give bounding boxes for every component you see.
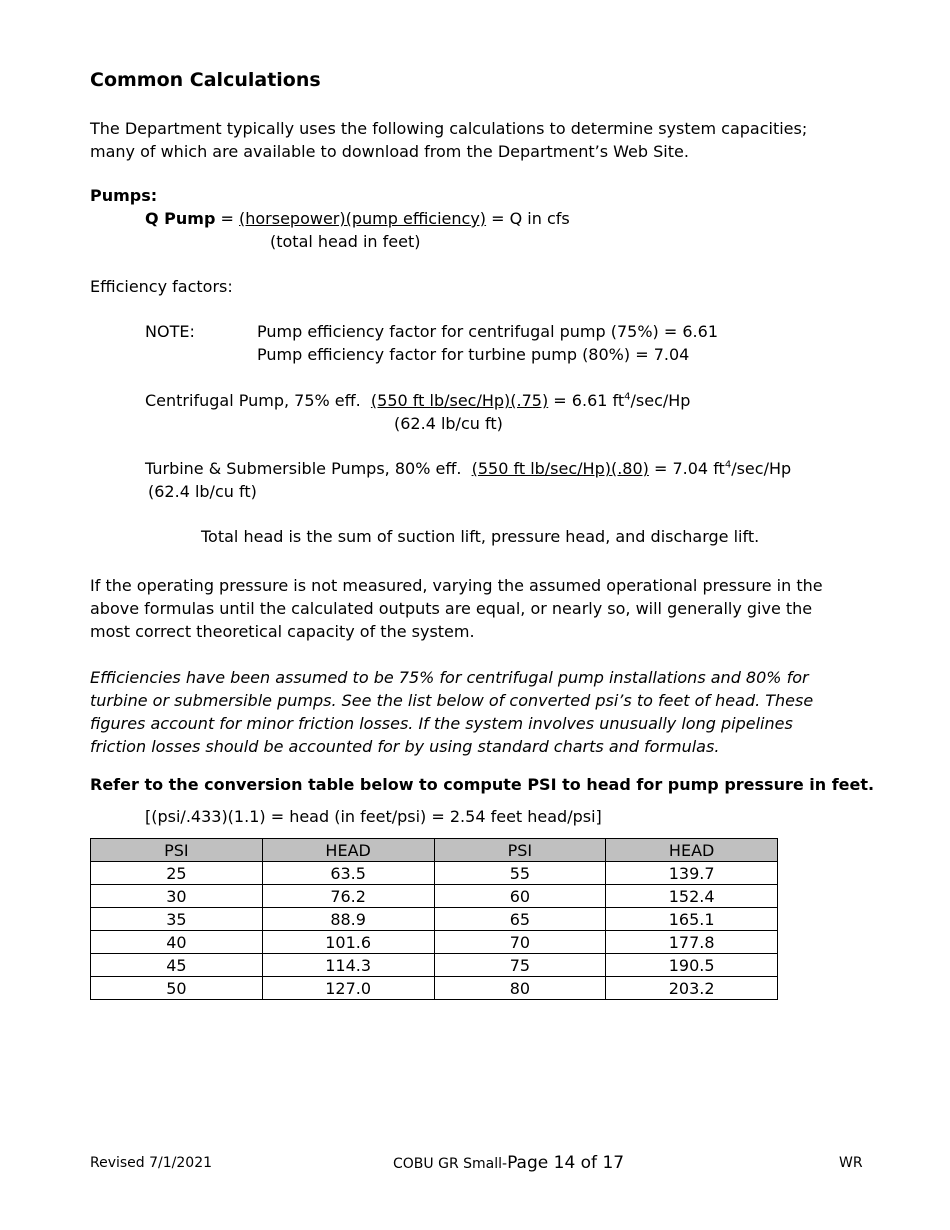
qpump-label: Q Pump [145,209,216,228]
qpump-result: = Q in cfs [486,209,570,228]
qpump-numerator: (horsepower)(pump efficiency) [239,209,487,228]
qpump-formula [145,211,570,227]
conversion-instruction: Refer to the conversion table below to compute PSI to head for pump pressure in feet. [90,775,875,794]
table-cell: 40 [91,931,263,954]
table-cell: 60 [434,885,606,908]
table-cell: 80 [434,977,606,1000]
table-cell: 25 [91,862,263,885]
table-header: HEAD [606,839,778,862]
turbine-numerator: (550 ft lb/sec/Hp)(.80) [471,459,649,478]
page-title: Common Calculations [90,69,321,91]
table-cell: 75 [434,954,606,977]
table-cell: 152.4 [606,885,778,908]
turbine-result-unit: /sec/Hp [731,459,792,478]
table-row [91,885,778,908]
table-row [91,954,778,977]
turbine-exponent: 4 [724,459,732,471]
pumps-label: Pumps: [90,186,158,205]
footer-page-info [393,1153,624,1173]
table-cell: 139.7 [606,862,778,885]
conversion-formula: [(psi/.433)(1.1) = head (in feet/psi) = 2.54 feet head/psi] [145,807,602,826]
centrifugal-denominator: (62.4 lb/cu ft) [394,414,503,433]
turbine-prefix: Turbine & Submersible Pumps, 80% eff. [145,459,462,478]
psi-head-conversion-table [90,838,778,1000]
table-cell: 63.5 [262,862,434,885]
table-cell: 177.8 [606,931,778,954]
table-cell: 70 [434,931,606,954]
efficiency-assumption-paragraph: Efficiencies have been assumed to be 75% for centrifugal pump installations and 80% for turbine or submersible pumps. See the list below of converted psi’s to feet of head. These figures account for minor friction losses. If the system involves unusually long pipelines friction losses should be accounted for by using standard charts and formulas. [90,668,814,756]
centrifugal-result-unit: /sec/Hp [630,391,691,410]
operating-pressure-paragraph: If the operating pressure is not measured, varying the assumed operational pressure in the above formulas until the calculated outputs are equal, or nearly so, will generally give the most correct theoretical capacity of the system. [90,576,823,641]
turbine-formula [145,461,791,477]
table-cell: 76.2 [262,885,434,908]
table-cell: 65 [434,908,606,931]
footer-initials: WR [839,1155,863,1171]
centrifugal-numerator: (550 ft lb/sec/Hp)(.75) [370,391,549,410]
table-cell: 88.9 [262,908,434,931]
table-row [91,862,778,885]
centrifugal-prefix: Centrifugal Pump, 75% eff. [145,391,361,410]
centrifugal-exponent: 4 [624,391,631,403]
footer-revised-date: Revised 7/1/2021 [90,1155,213,1171]
table-cell: 127.0 [262,977,434,1000]
note-line-1: Pump efficiency factor for centrifugal pump (75%) = 6.61 [257,322,718,341]
table-header: HEAD [262,839,434,862]
table-cell: 55 [434,862,606,885]
turbine-denominator: (62.4 lb/cu ft) [148,482,257,501]
efficiency-label: Efficiency factors: [90,277,233,296]
table-row [91,977,778,1000]
table-row [91,908,778,931]
note-line-2: Pump efficiency factor for turbine pump (80%) = 7.04 [257,345,690,364]
table-cell: 165.1 [606,908,778,931]
table-header: PSI [434,839,606,862]
table-cell: 30 [91,885,263,908]
table-header-row [91,839,778,862]
footer-page-number: Page 14 of 17 [507,1153,625,1173]
table-cell: 101.6 [262,931,434,954]
table-cell: 190.5 [606,954,778,977]
intro-paragraph: The Department typically uses the following calculations to determine system capacities; many of which are available to download from the Department’s Web Site. [90,119,808,161]
table-cell: 35 [91,908,263,931]
turbine-result: = 7.04 ft [648,459,725,478]
table-cell: 114.3 [262,954,434,977]
table-header: PSI [91,839,263,862]
centrifugal-formula [145,393,690,409]
qpump-eq: = [215,209,239,228]
table-cell: 203.2 [606,977,778,1000]
note-label: NOTE: [145,322,195,341]
centrifugal-result: = 6.61 ft [548,391,625,410]
total-head-note: Total head is the sum of suction lift, pressure head, and discharge lift. [201,527,760,546]
table-cell: 50 [91,977,263,1000]
qpump-denominator: (total head in feet) [270,232,421,251]
table-cell: 45 [91,954,263,977]
table-row [91,931,778,954]
footer-doc-name: COBU GR Small- [393,1156,508,1172]
